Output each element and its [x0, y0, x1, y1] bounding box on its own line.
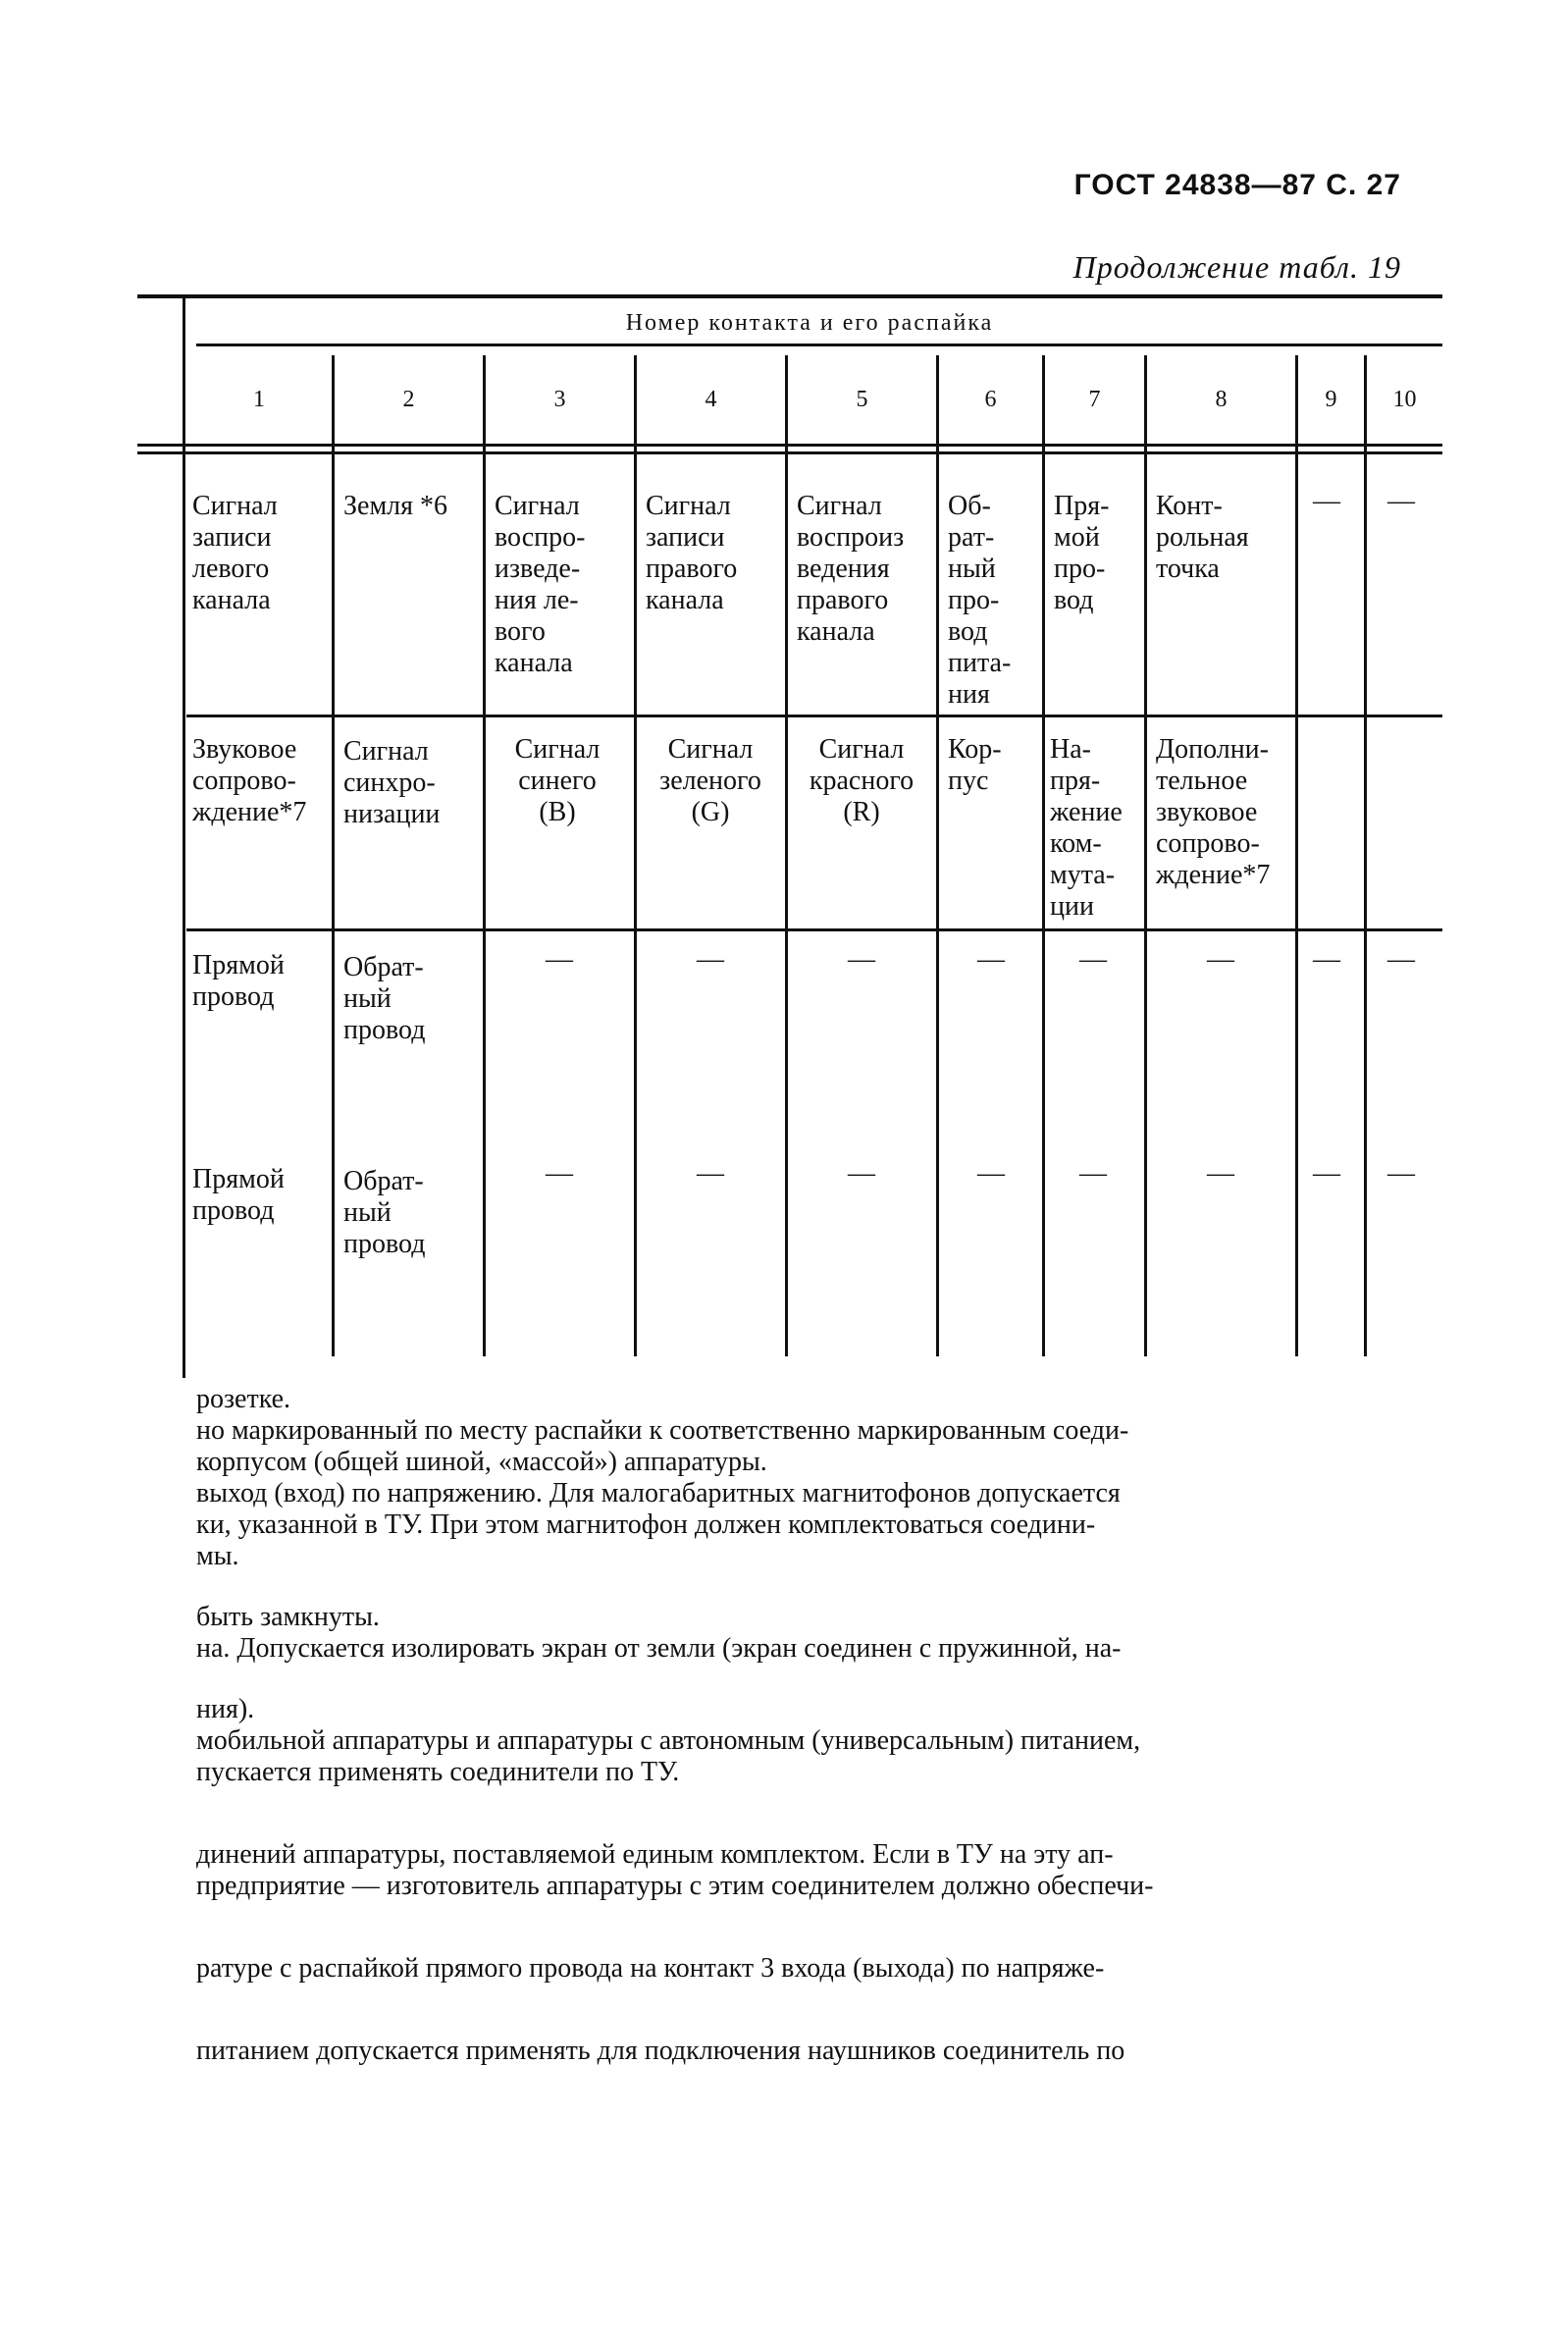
note-line: выход (вход) по напряжению. Для малогабаритных магнитофонов допускается	[196, 1478, 1121, 1509]
note-line: на. Допускается изолировать экран от земли (экран соединен с пружинной, на-	[196, 1633, 1122, 1664]
note-line: мобильной аппаратуры и аппаратуры с автономным (универсальным) питанием,	[196, 1725, 1141, 1756]
col-number: 1	[253, 387, 265, 412]
table-cell: Обрат- ный провод	[343, 952, 426, 1045]
row2-separator	[186, 928, 1442, 931]
empty-dash: —	[848, 1158, 875, 1189]
empty-dash: —	[977, 1158, 1005, 1189]
empty-dash: —	[1313, 1158, 1340, 1189]
col-divider	[332, 355, 335, 1356]
note-line: мы.	[196, 1541, 239, 1571]
col-divider	[1144, 355, 1147, 1356]
table-cell: На- пря- жение ком- мута- ции	[1050, 734, 1123, 922]
col-number: 4	[705, 387, 717, 412]
table-cell: Земля *6	[343, 491, 448, 521]
document-reference: ГОСТ 24838—87 С. 27	[1073, 169, 1401, 201]
col-number: 6	[984, 387, 997, 412]
table-cell: Прямой провод	[192, 950, 285, 1012]
note-line: ния).	[196, 1694, 255, 1724]
empty-dash: —	[697, 944, 724, 975]
empty-dash: —	[546, 944, 573, 975]
col-divider	[634, 355, 637, 1356]
row1-separator	[186, 715, 1442, 717]
contact-group-header: Номер контакта и его распайка	[625, 310, 994, 336]
empty-dash: —	[546, 1158, 573, 1189]
group-header-rule	[196, 344, 1442, 346]
empty-dash: —	[1387, 486, 1415, 516]
note-line: ки, указанной в ТУ. При этом магнитофон должен комплектоваться соедини-	[196, 1509, 1096, 1540]
empty-dash: —	[977, 944, 1005, 975]
note-line: корпусом (общей шиной, «массой») аппаратуры.	[196, 1447, 767, 1477]
table-cell: Сигнал воспро- изведе- ния ле- вого канала	[495, 491, 586, 678]
table-cell: Обрат- ный провод	[343, 1166, 426, 1259]
note-line: динений аппаратуры, поставляемой единым комплектом. Если в ТУ на эту ап-	[196, 1839, 1114, 1870]
note-line: пускается применять соединители по ТУ.	[196, 1757, 680, 1787]
empty-dash: —	[1313, 486, 1340, 516]
note-line: предприятие — изготовитель аппаратуры с этим соединителем должно обеспечи-	[196, 1871, 1154, 1901]
table-cell: Сигнал воспроиз ведения правого канала	[797, 491, 905, 647]
table-cell: Сигнал красного (R)	[809, 734, 915, 827]
table-cell: Об- рат- ный про- вод пита- ния	[948, 491, 1012, 710]
table-cell: Кор- пус	[948, 734, 1002, 796]
table-cell: Дополни- тельное звуковое сопрово- ждение*7	[1156, 734, 1271, 890]
empty-dash: —	[1387, 1158, 1415, 1189]
col-number: 2	[402, 387, 415, 412]
empty-dash: —	[1313, 944, 1340, 975]
empty-dash: —	[1079, 944, 1107, 975]
note-line: но маркированный по месту распайки к соответственно маркированным соеди-	[196, 1415, 1129, 1446]
table-cell: Пря- мой про- вод	[1054, 491, 1110, 615]
col-divider	[483, 355, 486, 1356]
col-divider	[1295, 355, 1298, 1356]
empty-dash: —	[848, 944, 875, 975]
empty-dash: —	[697, 1158, 724, 1189]
table-cell: Сигнал записи левого канала	[192, 491, 278, 615]
col-number: 10	[1392, 387, 1417, 412]
table-top-rule	[137, 294, 1442, 298]
col-number: 5	[856, 387, 868, 412]
empty-dash: —	[1387, 944, 1415, 975]
note-line: ратуре с распайкой прямого провода на контакт 3 входа (выхода) по напряже-	[196, 1953, 1105, 1984]
table-cell: Сигнал синего (B)	[514, 734, 601, 827]
table-cell: Сигнал синхро- низации	[343, 736, 441, 829]
table-cell: Сигнал зеленого (G)	[659, 734, 761, 827]
table-cell: Сигнал записи правого канала	[646, 491, 738, 615]
table-continuation-label: Продолжение табл. 19	[1072, 249, 1401, 285]
table-cell: Звуковое сопрово- ждение*7	[192, 734, 307, 827]
col-divider	[785, 355, 788, 1356]
col-divider	[1364, 355, 1367, 1356]
footnotes	[196, 1384, 1442, 2067]
note-line: питанием допускается применять для подключения наушников соединитель по	[196, 2036, 1125, 2066]
table-cell: Прямой провод	[192, 1164, 285, 1226]
col-number: 8	[1215, 387, 1228, 412]
note-line: быть замкнуты.	[196, 1602, 380, 1632]
empty-dash: —	[1207, 944, 1234, 975]
empty-dash: —	[1207, 1158, 1234, 1189]
empty-dash: —	[1079, 1158, 1107, 1189]
col-number: 9	[1325, 387, 1337, 412]
col-divider	[1042, 355, 1045, 1356]
col-divider	[936, 355, 939, 1356]
table-left-border	[183, 298, 185, 1378]
col-number: 7	[1088, 387, 1101, 412]
note-line: розетке.	[196, 1384, 291, 1414]
col-number: 3	[553, 387, 566, 412]
table-cell: Конт- рольная точка	[1156, 491, 1249, 584]
